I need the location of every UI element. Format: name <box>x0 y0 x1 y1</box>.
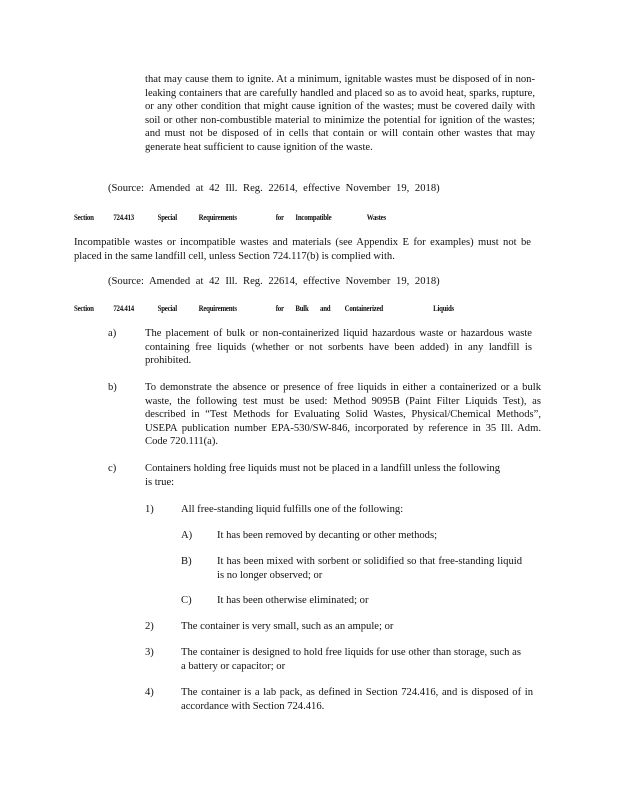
heading-word: Wastes <box>366 213 386 222</box>
heading-word: Special <box>157 213 177 222</box>
heading-word: Section <box>74 304 94 313</box>
item-label-c: c) <box>108 463 117 474</box>
heading-word: Incompatible <box>295 213 332 222</box>
item-c1-text: All free-standing liquid fulfills one of the following: <box>181 504 404 515</box>
item-label-c2: 2) <box>145 621 154 632</box>
heading-word: 724.414 <box>113 304 134 313</box>
item-label-c3: 3) <box>145 647 154 658</box>
continuation-paragraph: that may cause them to ignite. At a minimum, ignitable wastes must be disposed of in non-leaking containers that are carefully handled and placed so as to avoid heat, sparks, rupture, or any other condition that might cause ignition of the wastes; must be covered daily with soil or other non-combustible material to minimize the potential for ignition of the wastes; and must not be disposed of in cells that contain or will contain other wastes that may generate heat sufficient to cause ignition of the waste. <box>145 74 535 153</box>
item-c-text: Containers holding free liquids must not be placed in a landfill unless the following is true: <box>145 463 500 488</box>
incompatible-wastes-paragraph: Incompatible wastes or incompatible wastes and materials (see Appendix E for examples) must not be placed in the same landfill cell, unless Section 724.117(b) is complied with. <box>74 237 531 262</box>
source-note: (Source: Amended at 42 Ill. Reg. 22614, effective November 19, 2018) <box>108 183 440 194</box>
item-label-b: b) <box>108 382 117 393</box>
item-cA-text: It has been removed by decanting or other methods; <box>217 530 438 541</box>
item-c3-text: The container is designed to hold free liquids for use other than storage, such as a battery or capacitor; or <box>181 647 521 672</box>
item-a-text: The placement of bulk or non-containerized liquid hazardous waste or hazardous waste containing free liquids (whether or not sorbents have been added) in any landfill is prohibited. <box>145 328 532 367</box>
item-b-text: To demonstrate the absence or presence of free liquids in either a containerized or a bulk waste, the following test must be used: Method 9095B (Paint Filter Liquids Test), as described in “Test Methods for Evaluating Solid Wastes, Physical/Chemical Methods”, USEPA publication number EPA-530/SW-846, incorporated by reference in 35 Ill. Adm. Code 720.111(a). <box>145 382 541 448</box>
item-label-c4: 4) <box>145 687 154 698</box>
heading-word: Requirements <box>198 213 237 222</box>
heading-word: Containerized <box>344 304 383 313</box>
item-label-cB: B) <box>181 556 192 567</box>
item-label-c1: 1) <box>145 504 154 515</box>
heading-word: and <box>320 304 331 313</box>
item-label-cA: A) <box>181 530 193 541</box>
heading-word: Bulk <box>295 304 309 313</box>
item-label-a: a) <box>108 328 117 339</box>
heading-word: Special <box>157 304 177 313</box>
item-cB-text: It has been mixed with sorbent or solidified so that free-standing liquid is no longer observed; or <box>217 556 522 581</box>
heading-word: for <box>275 304 284 313</box>
item-cC-text: It has been otherwise eliminated; or <box>217 595 369 606</box>
item-c4-text: The container is a lab pack, as defined in Section 724.416, and is disposed of in accordance with Section 724.416. <box>181 687 533 712</box>
heading-word: for <box>275 213 284 222</box>
heading-word: Liquids <box>433 304 454 313</box>
heading-word: Requirements <box>198 304 237 313</box>
heading-word: Section <box>74 213 94 222</box>
item-label-cC: C) <box>181 595 192 606</box>
heading-word: 724.413 <box>113 213 134 222</box>
source-note: (Source: Amended at 42 Ill. Reg. 22614, effective November 19, 2018) <box>108 276 440 287</box>
section-heading-724-414 <box>74 302 599 314</box>
section-heading-724-413 <box>74 211 566 223</box>
item-c2-text: The container is very small, such as an ampule; or <box>181 621 394 632</box>
